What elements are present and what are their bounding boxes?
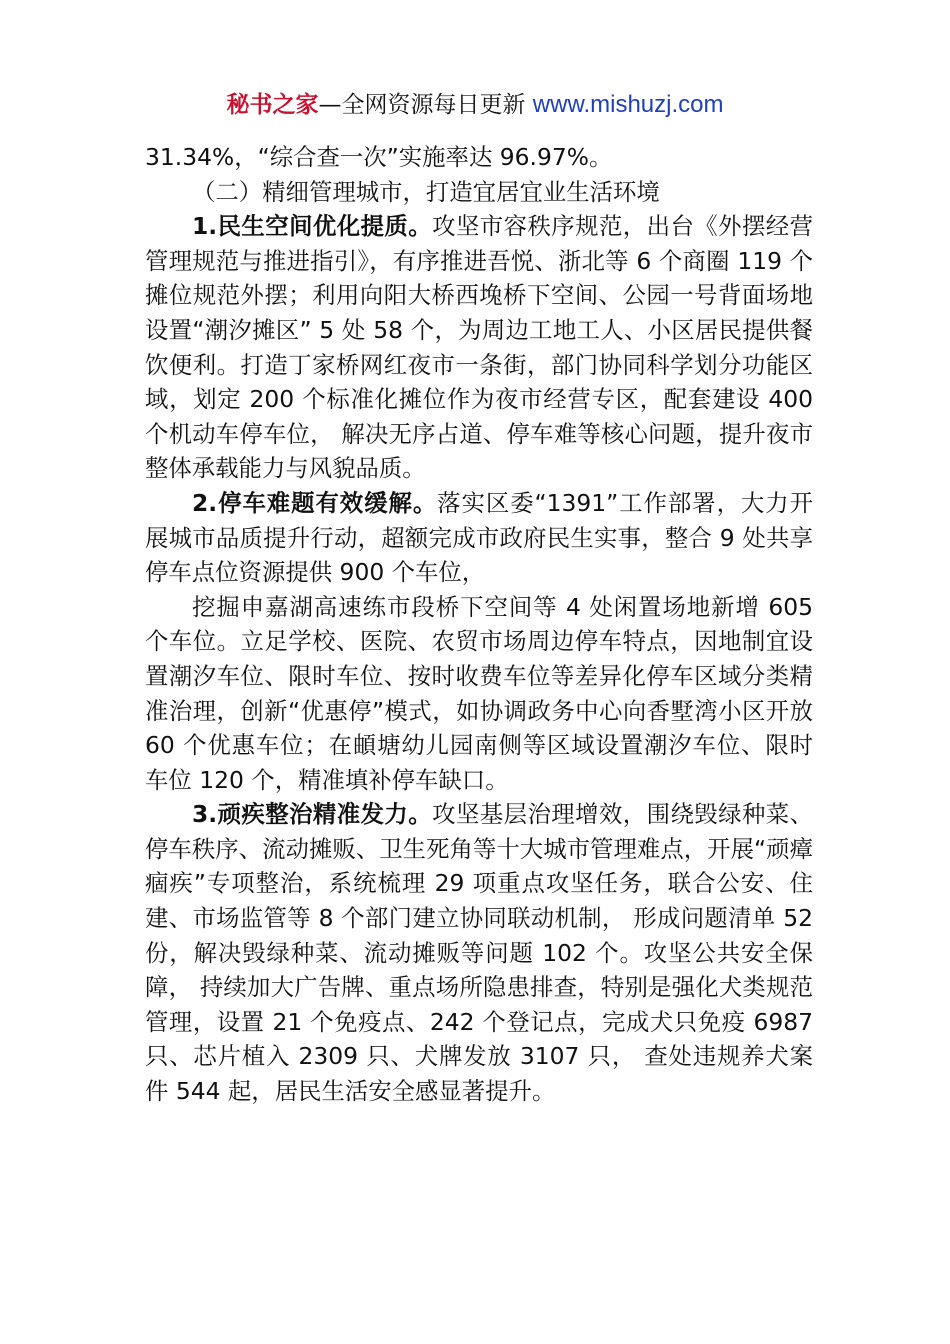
paragraph-item-2-continued: 挖掘申嘉湖高速练市段桥下空间等 4 处闲置场地新增 605 个车位。立足学校、医院、农贸市场周边停车特点，因地制宜设置潮汐车位、限时车位、按时收费车位等差异化停车区域分类精准治理，创新“优惠停”模式，如协调政务中心向香墅湾小区开放 60 个优惠车位；在頔塘幼儿园南侧等区域设置潮汐车位、限时车位 120 个，精准填补停车缺口。 (145, 592, 813, 794)
item-2-text: 落实区委“1391”工作部署，大力开展城市品质提升行动，超额完成市政府民生实事，整合 9 处共享停车点位资源提供 900 个车位， (145, 488, 813, 587)
site-url-link[interactable]: www.mishuzj.com (532, 91, 724, 118)
item-3-heading: 3.顽疾整治精准发力。 (192, 800, 433, 829)
paragraph-item-2 (145, 486, 813, 590)
item-3-text: 攻坚基层治理增效，围绕毁绿种菜、停车秩序、流动摊贩、卫生死角等十大城市管理难点，开展“顽瘴痼疾”专项整治，系统梳理 29 项重点攻坚任务，联合公安、住建、市场监管等 8 个部门建立协同联动机制， 形成问题清单 52 份，解决毁绿种菜、流动摊贩等问题 102 个。攻坚公共安全保障， 持续加大广告牌、重点场所隐患排查，特别是强化犬类规范管理，设置 21 个免疫点、242 个登记点，完成犬只免疫 6987 只、芯片植入 2309 只、犬牌发放 3107 只， 查处违规养犬案件 544 起，居民生活安全感显著提升。 (145, 800, 813, 1106)
item-1-text: 攻坚市容秩序规范，出台《外摆经营管理规范与推进指引》，有序推进吾悦、浙北等 6 个商圈 119 个摊位规范外摆；利用向阳大桥西堍桥下空间、公园一号背面场地设置“潮汐摊区” 5 处 58 个，为周边工地工人、小区居民提供餐饮便利。打造丁家桥网红夜市一条街，部门协同科学划分功能区域，划定 200 个标准化摊位作为夜市经营专区，配套建设 400 个机动车停车位， 解决无序占道、停车难等核心问题，提升夜市整体承载能力与风貌品质。 (145, 212, 813, 483)
header-tagline: —全网资源每日更新 (318, 92, 526, 118)
section-heading: （二）精细管理城市，打造宜居宜业生活环境 (192, 177, 660, 206)
item-2-heading: 2.停车难题有效缓解。 (192, 488, 438, 517)
paragraph-continuation: 31.34%，“综合查一次”实施率达 96.97%。 (145, 143, 613, 171)
paragraph-item-1 (145, 209, 813, 486)
brand-name: 秘书之家 (226, 92, 319, 118)
site-header (0, 88, 950, 122)
item-1-heading: 1.民生空间优化提质。 (192, 212, 433, 241)
paragraph-item-3 (145, 797, 813, 1108)
document-body (145, 140, 813, 1109)
